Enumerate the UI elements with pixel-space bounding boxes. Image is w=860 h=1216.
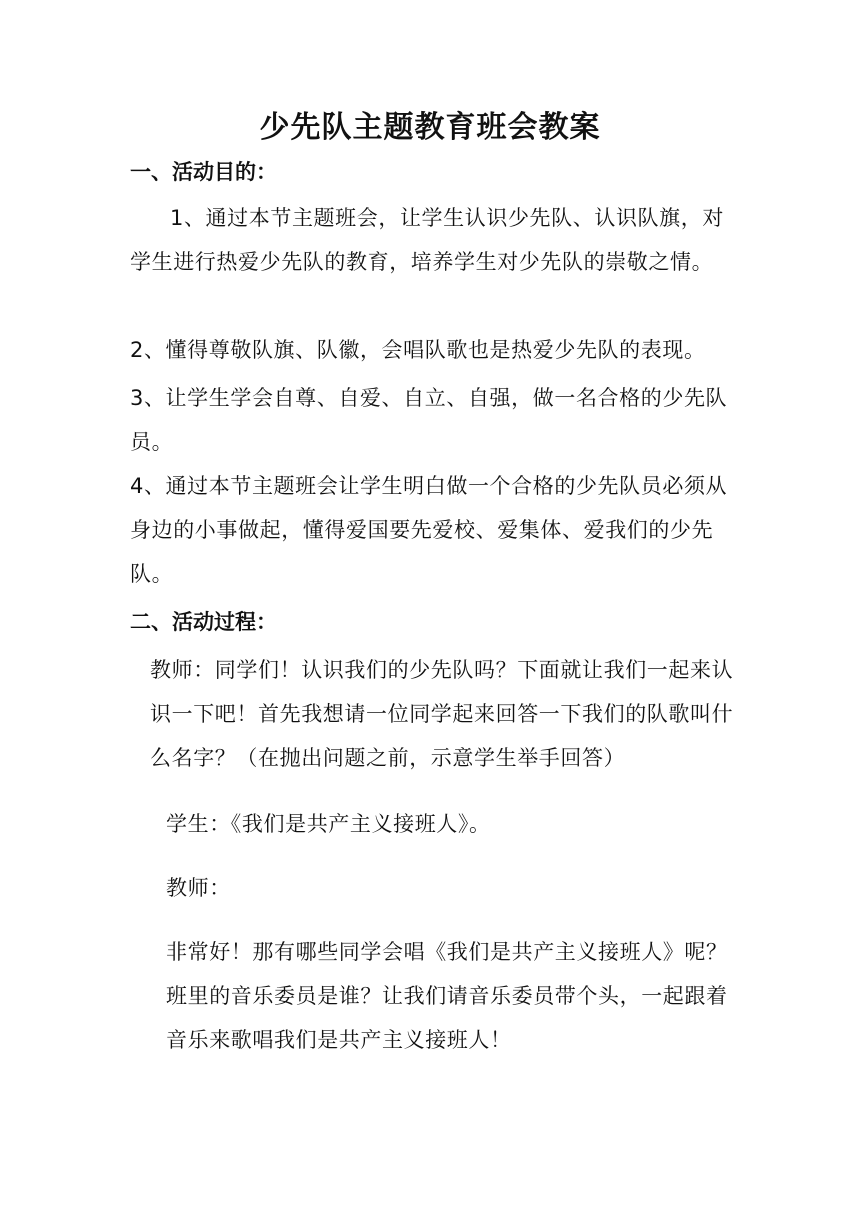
teacher-dialog-1: 教师：同学们！认识我们的少先队吗？下面就让我们一起来认识一下吧！首先我想请一位同学起来回答一下我们的队歌叫什么名字？（在抛出问题之前，示意学生举手回答） [150,658,734,770]
student-dialog-1: 学生：《我们是共产主义接班人》。 [166,812,491,836]
teacher-label-2: 教师： [166,876,231,900]
teacher-dialog-2: 非常好！那有哪些同学会唱《我们是共产主义接班人》呢？班里的音乐委员是谁？让我们请音乐委员带个头，一起跟着音乐来歌唱我们是共产主义接班人！ [166,940,728,1052]
objective-item-4: 4、通过本节主题班会让学生明白做一个合格的少先队员必须从身边的小事做起，懂得爱国要先爱校、爱集体、爱我们的少先队。 [130,474,728,586]
section-heading-process: 二、活动过程： [130,610,277,634]
objective-item-2: 2、懂得尊敬队旗、队徽，会唱队歌也是热爱少先队的表现。 [130,338,706,362]
document-title: 少先队主题教育班会教案 [259,110,601,145]
section-heading-objectives: 一、活动目的： [130,160,277,184]
objective-item-1: 1、通过本节主题班会，让学生认识少先队、认识队旗，对学生进行热爱少先队的教育，培养学生对少先队的崇敬之情。 [130,206,724,274]
objective-item-3: 3、让学生学会自尊、自爱、自立、自强，做一名合格的少先队员。 [130,386,728,454]
